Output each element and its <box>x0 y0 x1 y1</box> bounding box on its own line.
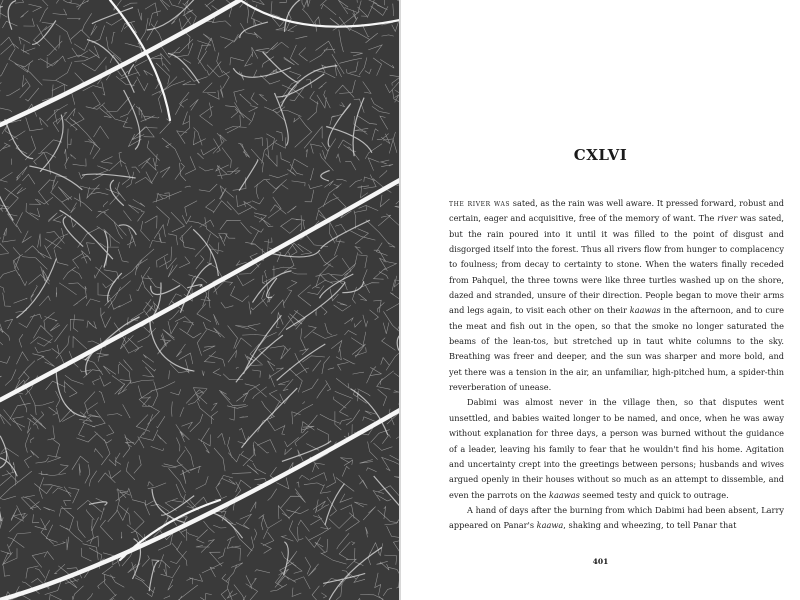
page-number: 401 <box>592 557 609 566</box>
paragraph-3 <box>449 503 784 534</box>
paragraph-1 <box>449 196 784 395</box>
chapter-title: CXLVI <box>573 146 628 164</box>
opening-smallcaps: the river was <box>449 198 511 208</box>
chapter-body <box>449 196 784 534</box>
text-page <box>401 0 800 600</box>
text-run: A hand of days after the burning from which Dabimi had been absent, Larry appeared on Panar's <box>449 504 784 531</box>
leaf-major-vein <box>0 410 400 600</box>
text-run: sated, as the rain was well aware. It pressed forward, robust and certain, eager and acquisitive, free of the memory of want. The <box>449 198 784 224</box>
leaf-major-vein <box>0 180 400 400</box>
italic-word: kaawas <box>549 489 580 500</box>
text-run: in the afternoon, and to cure the meat and fish out in the open, so that the smoke no longer saturated the beams of the lean-tos, but stretched up in taut white columns to the sky. Breathing was freer and deeper, and the sun was sharper and more bold, and yet there was a tension in the air, an unfamiliar, high-pitched hum, a spider-thin reverberation of unease. <box>449 305 785 393</box>
italic-word: kaawa <box>536 520 564 531</box>
text-run: was sated, but the rain poured into it until it was filled to the point of disgust and disgorged itself into the forest. Thus all rivers flow from hunger to complacency to foulness; from decay to certainty to stone. When the waters finally receded from Pahquel, the three towns were like three turtles washed up on the shore, dazed and stranded, unsure of their direction. People began to move their arms and legs again, to visit each other on their <box>449 213 784 316</box>
paragraph-3-text <box>449 505 784 530</box>
paragraph-1-text <box>449 198 784 392</box>
leaf-major-vein <box>0 0 240 125</box>
paragraph-2-text <box>449 397 784 499</box>
text-run: Dabimi was almost never in the village then, so that disputes went unsettled, and babies waited longer to be named, and once, when he was away without explanation for three days, a person was burned without the guidance of a leader, leaving his family to fear that he wouldn't find his home. Agitation and uncertainty crept into the greetings between persons; husbands and wives argued openly in their houses without so much as an attempt to dissemble, and even the parrots on the <box>449 397 784 500</box>
text-run: , shaking and wheezing, to tell Panar that <box>563 520 737 531</box>
text-run: seemed testy and quick to outrage. <box>579 489 729 500</box>
italic-word: river <box>717 213 738 224</box>
italic-word: kaawas <box>629 305 661 316</box>
paragraph-2 <box>449 395 784 502</box>
